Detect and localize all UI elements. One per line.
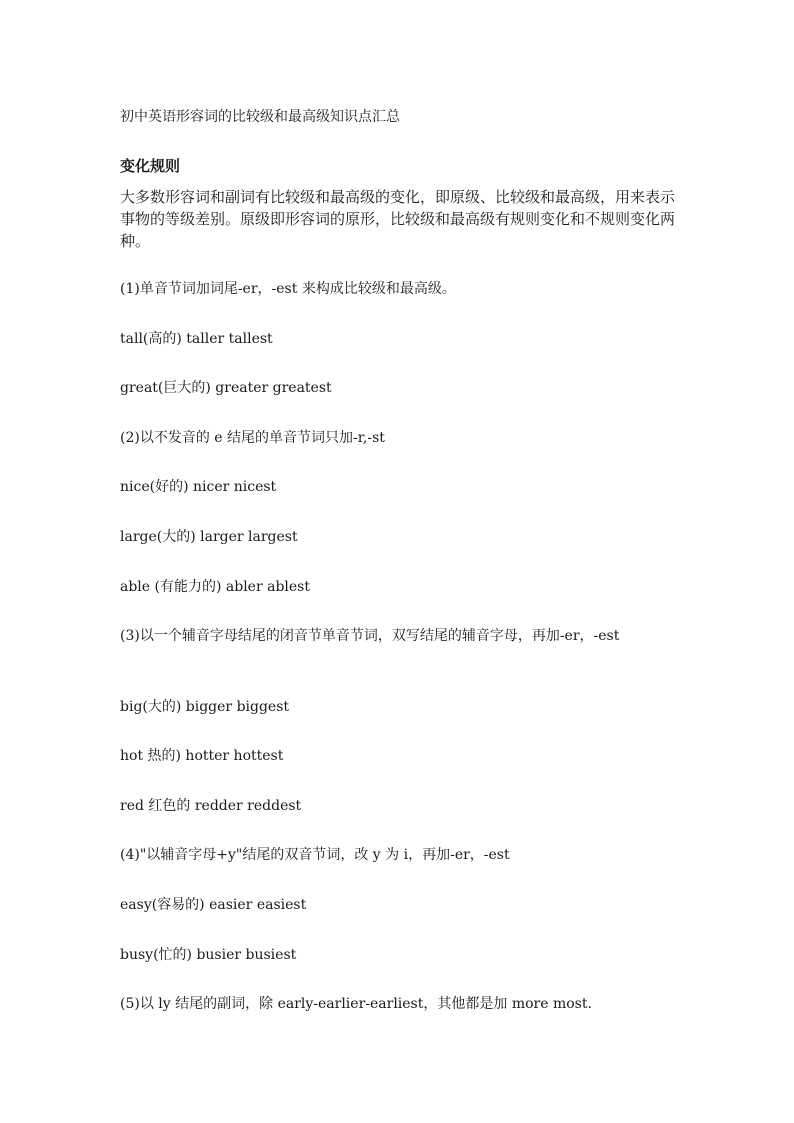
section-heading: 变化规则 — [120, 157, 181, 175]
example-big: big(大的) bigger biggest — [120, 699, 290, 715]
rule-5: (5)以 ly 结尾的副词，除 early-earlier-earliest，其他都是加 more most. — [120, 996, 592, 1012]
example-able: able (有能力的) abler ablest — [120, 579, 310, 595]
rule-4: (4)"以辅音字母+y"结尾的双音节词，改 y 为 i，再加-er，-est — [120, 847, 510, 863]
example-hot: hot 热的) hotter hottest — [120, 748, 284, 764]
example-easy: easy(容易的) easier easiest — [120, 897, 307, 913]
rule-3: (3)以一个辅音字母结尾的闭音节单音节词，双写结尾的辅音字母，再加-er，-est — [120, 628, 620, 644]
example-large: large(大的) larger largest — [120, 529, 298, 545]
example-nice: nice(好的) nicer nicest — [120, 479, 277, 495]
example-red: red 红色的 redder reddest — [120, 798, 302, 814]
rule-1: (1)单音节词加词尾-er，-est 来构成比较级和最高级。 — [120, 281, 456, 297]
example-great: great(巨大的) greater greatest — [120, 380, 332, 396]
document-title: 初中英语形容词的比较级和最高级知识点汇总 — [120, 109, 400, 125]
intro-paragraph: 大多数形容词和副词有比较级和最高级的变化，即原级、比较级和最高级，用来表示事物的等级差别。原级即形容词的原形，比较级和最高级有规则变化和不规则变化两种。 — [120, 188, 676, 250]
example-tall: tall(高的) taller tallest — [120, 331, 273, 347]
example-busy: busy(忙的) busier busiest — [120, 947, 297, 963]
rule-2: (2)以不发音的 e 结尾的单音节词只加-r,-st — [120, 430, 385, 446]
